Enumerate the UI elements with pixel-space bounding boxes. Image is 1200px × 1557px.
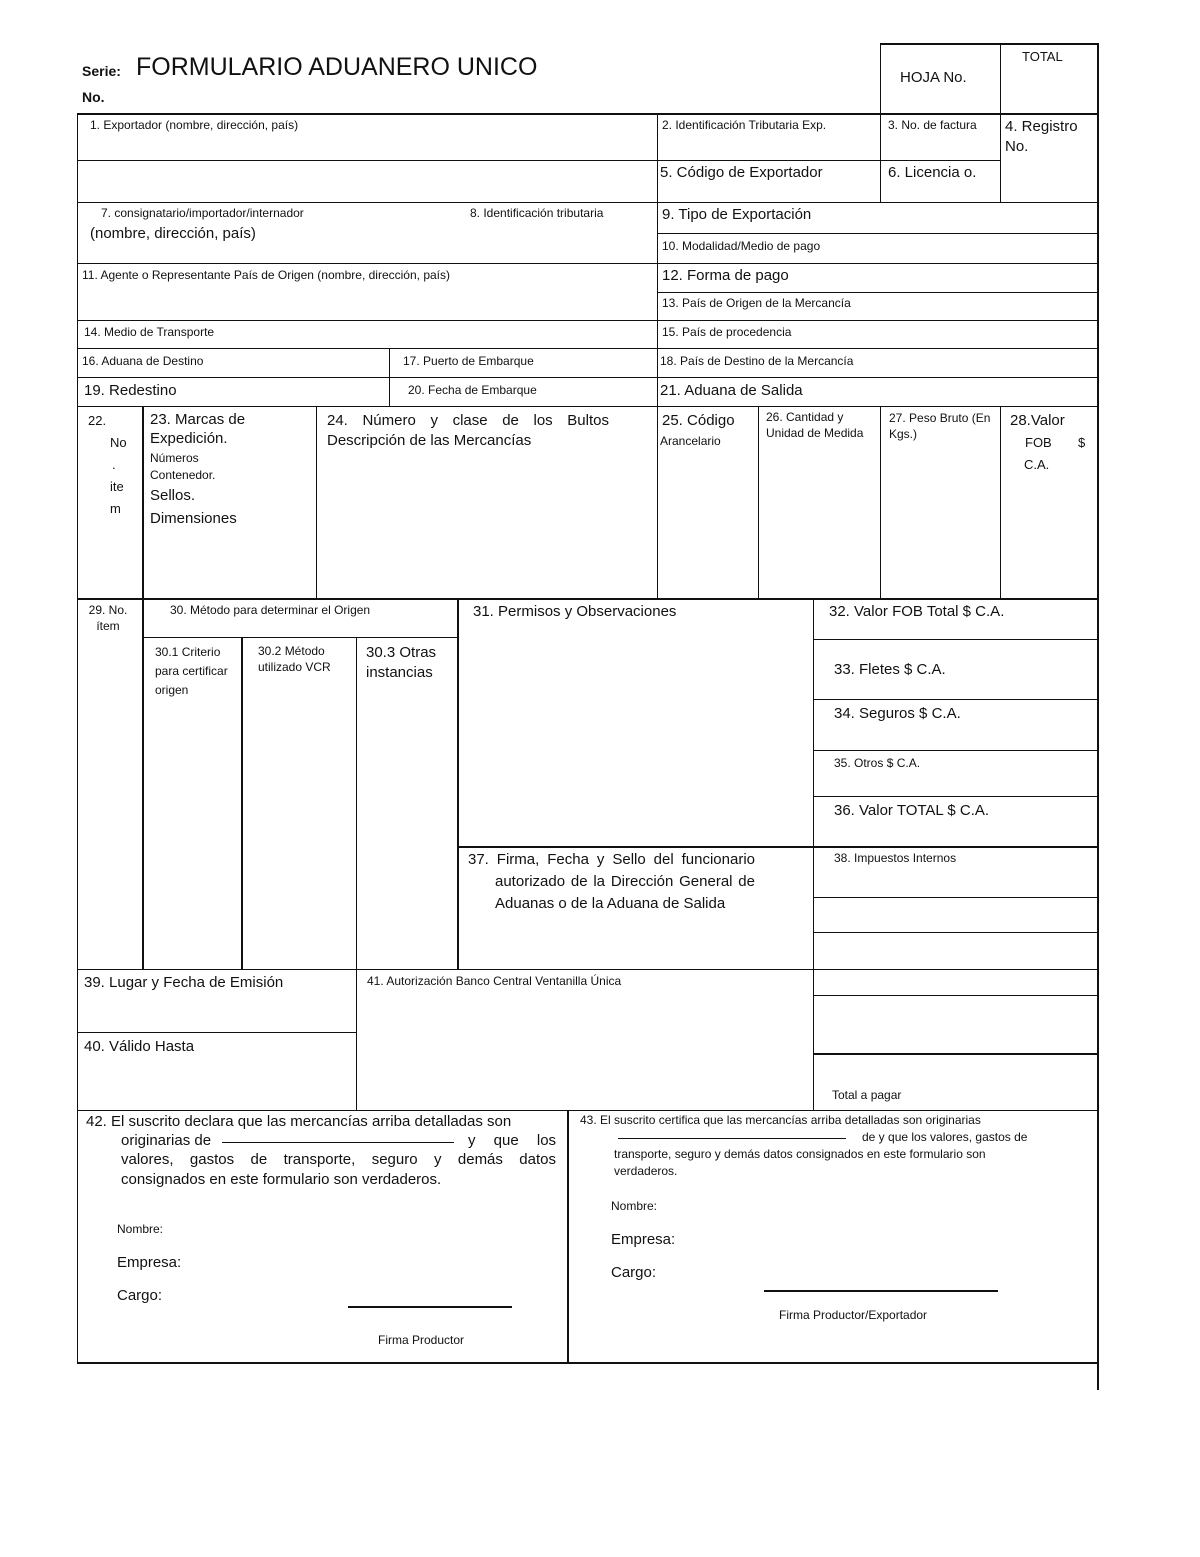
field-aduana-salida: 21. Aduana de Salida — [660, 382, 803, 399]
field-marcas-expedicion: Sellos. — [150, 487, 196, 504]
rule — [356, 637, 357, 969]
field-valor-fob-total: 32. Valor FOB Total $ C.A. — [829, 603, 1005, 620]
field-identificacion-tributaria-exp: 2. Identificación Tributaria Exp. — [662, 118, 827, 132]
declaration-42-line-3: valores, gastos de transporte, seguro y demás datos — [121, 1151, 556, 1168]
field-licencia: 6. Licencia o. — [888, 164, 977, 181]
field-exportador: 1. Exportador (nombre, dirección, país) — [90, 118, 299, 132]
field-consignatario: 7. consignatario/importador/internador — [101, 206, 304, 220]
field-codigo-exportador: 5. Código de Exportador — [660, 164, 823, 181]
field-impuestos-internos: 38. Impuestos Internos — [834, 851, 957, 865]
rule — [813, 750, 1099, 751]
field-fecha-embarque: 20. Fecha de Embarque — [408, 383, 537, 397]
rule — [77, 1032, 357, 1033]
declaration-43-line-1: 43. El suscrito certifica que las mercancías arriba detalladas son originarias — [580, 1113, 981, 1127]
field-peso-bruto: 27. Peso Bruto (En Kgs.) — [889, 411, 991, 442]
declaration-42-line-2: originarias de — [121, 1132, 212, 1149]
field-metodo-origen: 30. Método para determinar el Origen — [170, 603, 371, 617]
field-item-no: . — [112, 457, 116, 472]
field-marcas-expedicion: Expedición. — [150, 430, 228, 447]
rule — [813, 796, 1099, 797]
rule — [77, 377, 1099, 378]
field-criterio-origen: 30.1 Criterio para certificar origen — [155, 645, 228, 698]
field-marcas-expedicion: Dimensiones — [150, 510, 237, 527]
field-item-no: m — [110, 501, 121, 516]
signature-line — [764, 1290, 998, 1292]
declaration-42-line-4: consignados en este formulario son verdaderos. — [121, 1171, 442, 1188]
field-pais-procedencia: 15. País de procedencia — [662, 325, 792, 339]
rule — [657, 292, 1099, 293]
rule — [77, 113, 78, 1363]
form-title: FORMULARIO ADUANERO UNICO — [136, 53, 538, 81]
field-item-no: ite — [110, 479, 124, 494]
rule — [77, 113, 1099, 115]
field-valor-fob: 28.Valor — [1010, 412, 1065, 429]
declaration-42-line-1: 42. El suscrito declara que las mercancías arriba detalladas son — [86, 1113, 512, 1130]
rule — [457, 846, 1099, 848]
field-marcas-expedicion: Números — [150, 451, 199, 465]
field-valor-fob: FOB — [1025, 435, 1052, 450]
firma-productor-exportador-label: Firma Productor/Exportador — [779, 1308, 928, 1322]
signer-42-nombre: Nombre: — [117, 1222, 164, 1236]
field-metodo-vcr: 30.2 Método utilizado VCR — [258, 644, 331, 675]
field-item-no: No — [110, 435, 127, 450]
rule — [1097, 43, 1099, 1390]
field-valor-fob: C.A. — [1024, 457, 1050, 472]
rule — [813, 1053, 1099, 1055]
rule — [77, 406, 1099, 407]
form-number-label: No. — [82, 89, 105, 105]
field-seguros: 34. Seguros $ C.A. — [834, 705, 961, 722]
signer-43-empresa: Empresa: — [611, 1231, 676, 1248]
total-label: TOTAL — [1022, 49, 1063, 64]
field-no-item-origen: 29. No. ítem — [88, 603, 128, 634]
field-pais-origen: 13. País de Origen de la Mercancía — [662, 296, 851, 310]
rule — [813, 699, 1099, 700]
field-otros: 35. Otros $ C.A. — [834, 756, 921, 770]
field-bultos-descripcion: 24. Número y clase de los Bultos Descripción de las Mercancías — [327, 412, 609, 450]
field-registro-no: 4. Registro No. — [1005, 118, 1078, 156]
field-cantidad-unidad: 26. Cantidad y Unidad de Medida — [766, 410, 864, 441]
field-marcas-expedicion: 23. Marcas de — [150, 411, 246, 428]
field-autorizacion-banco-central: 41. Autorización Banco Central Ventanilla Única — [367, 974, 622, 988]
rule — [142, 637, 457, 638]
rule — [77, 348, 1099, 349]
signer-42-empresa: Empresa: — [117, 1254, 182, 1271]
field-agente-representante: 11. Agente o Representante País de Origen (nombre, dirección, país) — [82, 268, 450, 282]
rule — [77, 263, 1099, 264]
declaration-43-line-4: verdaderos. — [614, 1164, 678, 1178]
rule — [813, 932, 1099, 933]
field-valido-hasta: 40. Válido Hasta — [84, 1038, 195, 1055]
field-puerto-embarque: 17. Puerto de Embarque — [403, 354, 534, 368]
rule — [567, 1110, 569, 1363]
field-otras-instancias: 30.3 Otras instancias — [366, 644, 437, 682]
rule — [77, 320, 1099, 321]
rule — [142, 406, 144, 969]
signature-line — [348, 1306, 512, 1308]
rule — [880, 406, 881, 599]
hoja-label: HOJA No. — [900, 69, 967, 86]
rule — [1000, 406, 1001, 599]
rule — [880, 43, 881, 203]
rule — [77, 1110, 1099, 1111]
rule — [457, 599, 459, 969]
rule — [813, 639, 1099, 640]
rule — [813, 599, 814, 1111]
rule — [77, 969, 1099, 970]
signer-43-nombre: Nombre: — [611, 1199, 658, 1213]
field-forma-pago: 12. Forma de pago — [662, 267, 789, 284]
field-identificacion-tributaria: 8. Identificación tributaria — [470, 206, 604, 220]
total-a-pagar-label: Total a pagar — [832, 1088, 902, 1102]
rule — [241, 637, 243, 969]
rule — [1000, 43, 1001, 203]
declaration-43-line-2: de y que los valores, gastos de — [862, 1130, 1028, 1144]
rule — [657, 113, 658, 599]
field-lugar-fecha-emision: 39. Lugar y Fecha de Emisión — [84, 974, 284, 991]
field-permisos-observaciones: 31. Permisos y Observaciones — [473, 603, 677, 620]
fill-line — [618, 1138, 846, 1139]
rule — [758, 406, 759, 599]
field-codigo-arancelario: Arancelario — [660, 434, 721, 448]
rule — [356, 969, 357, 1111]
field-firma-funcionario: 37. Firma, Fecha y Sello del funcionario autorizado de la Dirección General de Aduanas o de la Aduana de Salida — [468, 851, 755, 912]
field-numero-factura: 3. No. de factura — [888, 118, 977, 132]
signer-42-cargo: Cargo: — [117, 1287, 163, 1304]
rule — [657, 233, 1099, 234]
rule — [389, 348, 390, 406]
serie-label: Serie: — [82, 63, 121, 79]
rule — [813, 897, 1099, 898]
rule — [813, 995, 1099, 996]
field-tipo-exportacion: 9. Tipo de Exportación — [662, 206, 812, 223]
signer-43-cargo: Cargo: — [611, 1264, 657, 1281]
field-valor-fob: $ — [1078, 435, 1086, 450]
rule — [77, 202, 1099, 203]
field-item-no: 22. — [88, 413, 107, 428]
fill-line — [222, 1142, 454, 1143]
rule — [77, 160, 1000, 161]
field-medio-transporte: 14. Medio de Transporte — [84, 325, 215, 339]
rule — [77, 1362, 1099, 1364]
field-aduana-destino: 16. Aduana de Destino — [82, 354, 204, 368]
rule — [77, 598, 1099, 600]
field-valor-total: 36. Valor TOTAL $ C.A. — [834, 802, 990, 819]
field-redestino: 19. Redestino — [84, 382, 177, 399]
rule — [880, 43, 1099, 45]
field-pais-destino: 18. País de Destino de la Mercancía — [660, 354, 854, 368]
rule — [316, 406, 317, 599]
firma-productor-label: Firma Productor — [378, 1333, 465, 1347]
field-fletes: 33. Fletes $ C.A. — [834, 661, 946, 678]
field-codigo-arancelario: 25. Código — [662, 412, 735, 429]
field-consignatario-detalle: (nombre, dirección, país) — [90, 225, 256, 242]
field-marcas-expedicion: Contenedor. — [150, 468, 216, 482]
declaration-42-line-2b: y que los — [468, 1132, 557, 1149]
field-modalidad-pago: 10. Modalidad/Medio de pago — [662, 239, 821, 253]
declaration-43-line-3: transporte, seguro y demás datos consignados en este formulario son — [614, 1147, 986, 1161]
